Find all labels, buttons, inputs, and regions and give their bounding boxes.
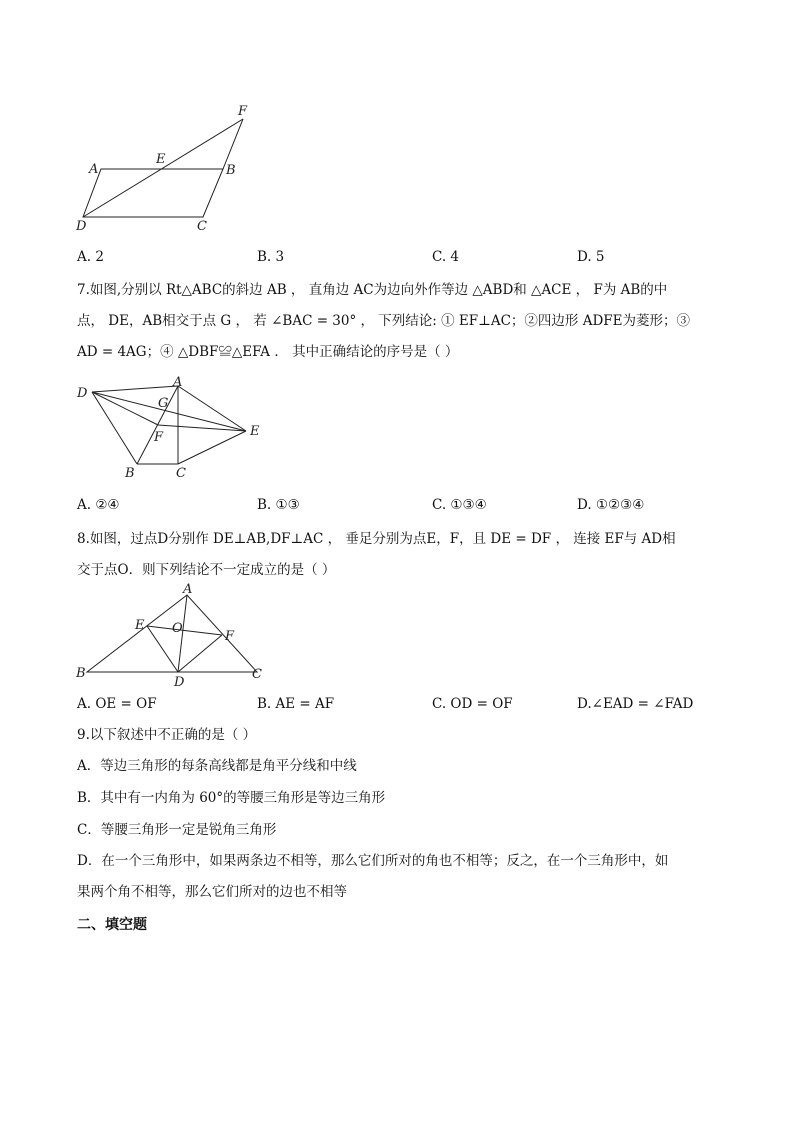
q7-option-d[interactable]: D. ①②③④ [577,497,645,513]
q8-option-d[interactable]: D.∠EAD = ∠FAD [577,696,694,712]
q6-option-b[interactable]: B. 3 [257,249,285,265]
label-b: B [226,163,236,178]
q7-stem-line-3: AD = 4AG；④ △DBF≌△EFA ． 其中正确结论的序号是（ ） [77,344,459,360]
label-e: E [250,424,260,439]
q9-option-a[interactable]: A．等边三角形的每条高线都是角平分线和中线 [77,758,357,774]
label-g: G [158,396,169,411]
q6-option-d[interactable]: D. 5 [577,249,605,265]
label-a: A [173,375,183,390]
q7-options [77,497,757,517]
parallelogram-abcd [83,169,223,217]
q7-option-c[interactable]: C. ①③④ [432,497,487,513]
q7-stem-line-1: 7.如图,分别以 Rt△ABC的斜边 AB ， 直角边 AC为边向外作等边 △ABD和 △ACE ， F为 AB的中 [77,282,668,298]
label-o: O [172,621,183,636]
q7-option-b[interactable]: B. ①③ [257,497,300,513]
segment-da [92,386,178,392]
q8-stem-line-1: 8.如图，过点D分别作 DE⊥AB,DF⊥AC ， 垂足分别为点E，F，且 DE = DF ， 连接 EF与 AD相 [77,531,676,547]
q9-stem: 9.以下叙述中不正确的是（ ） [77,727,257,743]
q8-option-c[interactable]: C. OD = OF [432,696,513,712]
label-e: E [156,152,166,167]
q6-figure [70,100,260,240]
q9-option-b[interactable]: B．其中有一内角为 60°的等腰三角形是等边三角形 [77,790,386,806]
label-d: D [76,219,87,234]
segment-de [92,392,246,431]
q9-option-d-line-2[interactable]: 果两个角不相等，那么它们所对的边也不相等 [77,884,347,900]
segment-ef [147,626,222,635]
label-f: F [225,629,235,644]
label-c: C [252,667,262,682]
q8-stem-line-2: 交于点O．则下列结论不一定成立的是（ ） [77,562,336,578]
label-b: B [125,466,135,481]
q8-option-b[interactable]: B. AE = AF [257,696,335,712]
q8-figure [72,582,272,690]
label-b: B [76,666,86,681]
label-e: E [135,618,145,633]
q7-figure [70,375,270,485]
label-a: A [183,582,193,597]
label-f: F [154,430,164,445]
q7-option-a[interactable]: A. ②④ [77,497,120,513]
label-d: D [174,675,185,690]
segment-fd [178,635,222,672]
segment-ce [178,431,246,464]
q8-option-a[interactable]: A. OE = OF [77,696,157,712]
label-c: C [176,466,186,481]
q6-option-c[interactable]: C. 4 [432,249,460,265]
section-fill-in-blank-title: 二、填空题 [77,917,147,933]
segment-bf [223,119,243,169]
q9-option-d-line-1[interactable]: D．在一个三角形中，如果两条边不相等，那么它们所对的角也不相等；反之，在一个三角形中，如 [77,853,669,869]
q6-options [77,249,757,269]
segment-ae [178,386,246,431]
segment-df [83,119,243,217]
label-f: F [238,104,248,119]
label-a: A [89,162,99,177]
label-d: D [77,386,88,401]
q8-options [77,696,757,716]
q7-stem-line-2: 点， DE，AB相交于点 G ， 若 ∠BAC = 30° ， 下列结论: ① EF⊥AC；②四边形 ADFE为菱形；③ [77,313,691,329]
q9-option-c[interactable]: C．等腰三角形一定是锐角三角形 [77,822,277,838]
q6-option-a[interactable]: A. 2 [77,249,104,265]
label-c: C [197,219,207,234]
